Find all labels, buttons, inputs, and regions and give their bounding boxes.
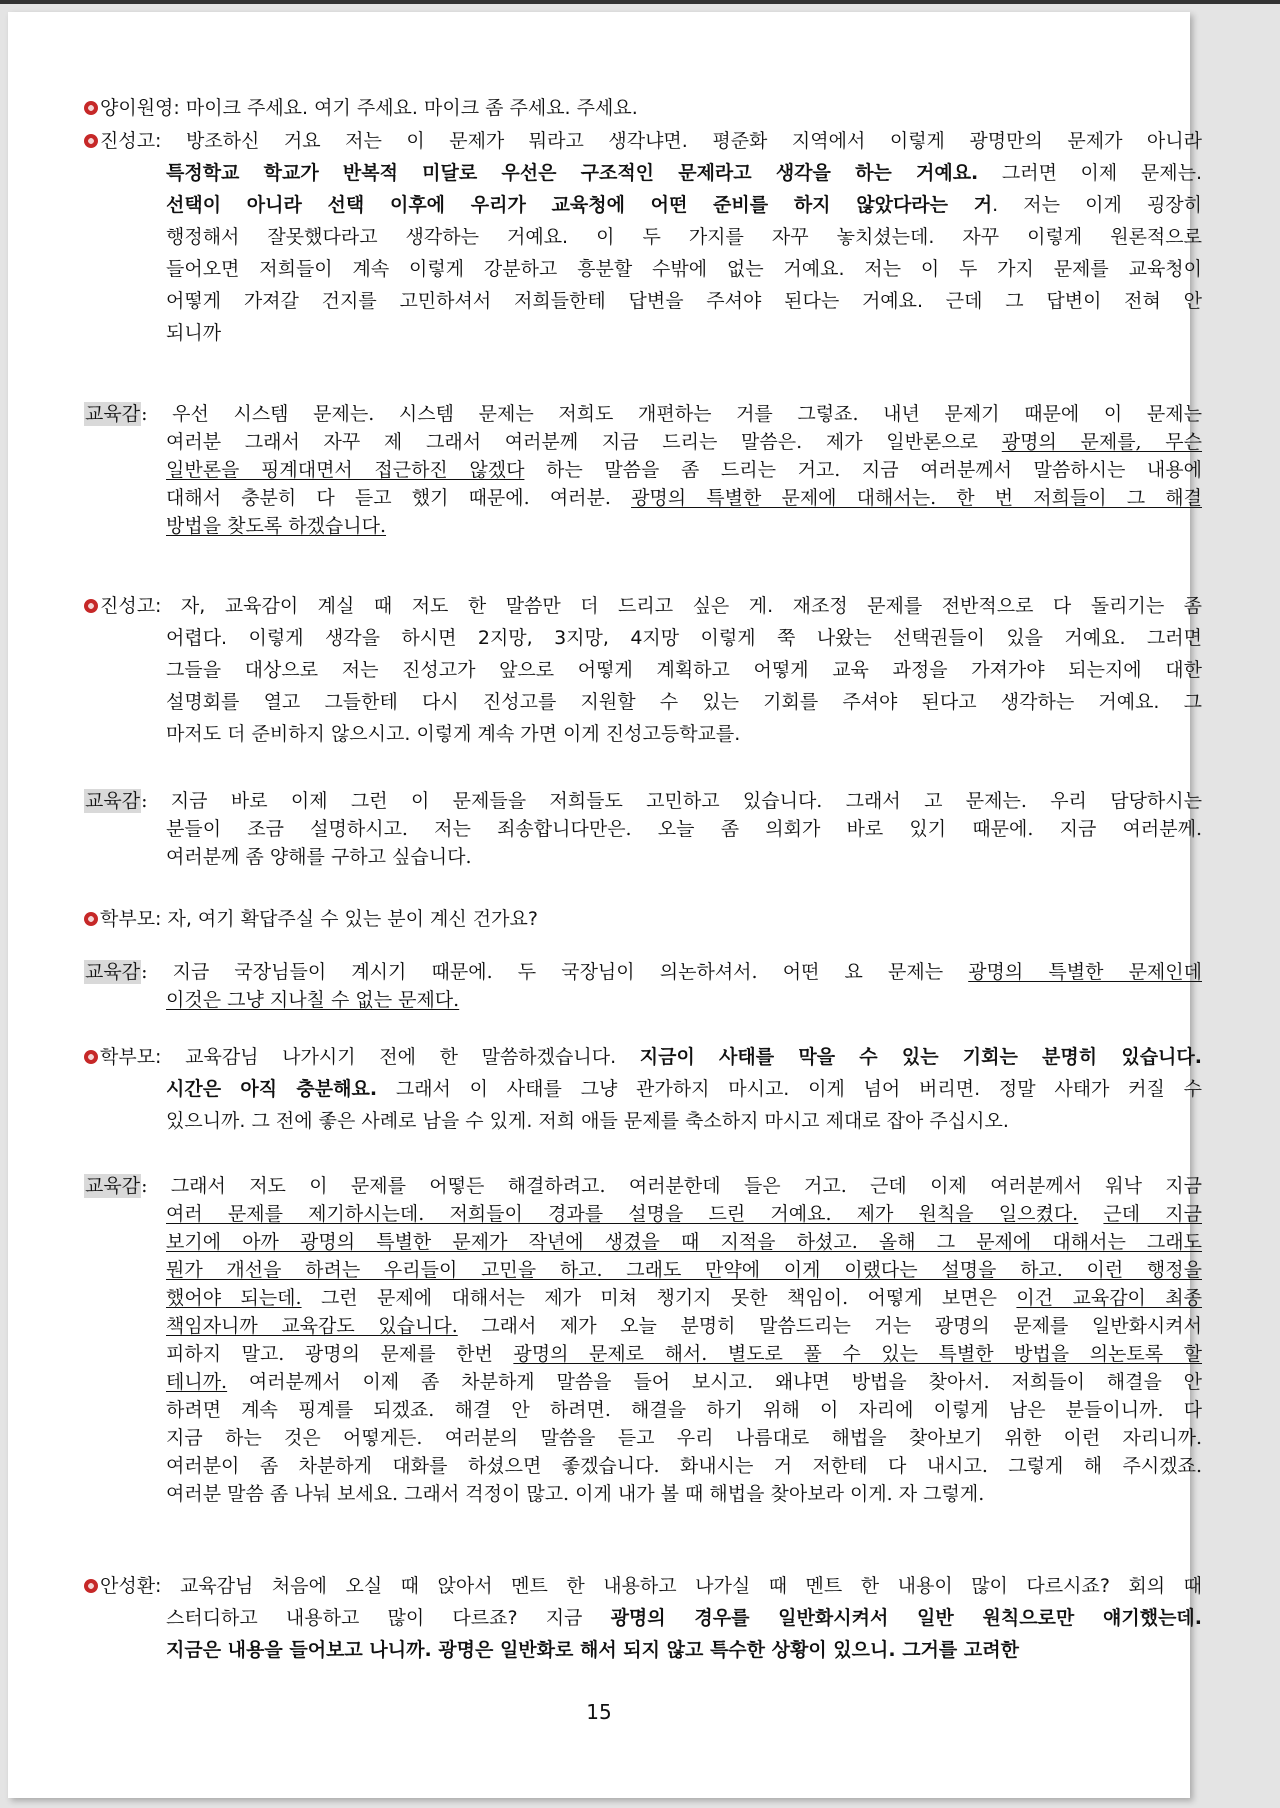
transcript-line (166, 1426, 1202, 1450)
underlined-text: 방법을 찾도록 하겠습니다. (166, 515, 387, 537)
transcript-line (166, 430, 1202, 454)
transcript-line (166, 289, 1202, 313)
text-run (1078, 1203, 1103, 1225)
underlined-text: 보기에 아까 광명의 특별한 문제가 작년에 생겼을 때 지적을 하셨고. 올해 그 문제에 대해서는 그래도 (166, 1231, 1202, 1253)
bold-text: 특정학교 학교가 반복적 미달로 우선은 구조적인 문제라고 생각을 하는 거예요. (166, 162, 979, 184)
text-run: 그래서 제가 오늘 분명히 말씀드리는 거는 광명의 문제를 일반화시켜서 (457, 1315, 1202, 1337)
text-run: : 지금 국장님들이 계시기 때문에. 두 국장님이 의논하셔서. 어떤 요 문제는 (141, 961, 969, 983)
text-run: 지금 하는 것은 어떻게든. 여러분의 말씀을 듣고 우리 나름대로 해법을 찾아보기 위한 이런 자리니까. (166, 1427, 1202, 1449)
speaker-label: 교육감 (85, 790, 141, 812)
transcript-line (166, 321, 1202, 345)
text-run: 여러분께 좀 양해를 구하고 싶습니다. (166, 846, 472, 868)
text-run: 하려면 계속 핑계를 되겠죠. 해결 안 하려면. 해결을 하기 위해 이 자리에 이렇게 남은 분들이니까. 다 (166, 1399, 1202, 1421)
transcript-line (166, 1230, 1202, 1254)
transcript-line (166, 1342, 1202, 1366)
underlined-text: 이것은 그냥 지나칠 수 없는 문제다. (166, 989, 460, 1011)
transcript-line (166, 626, 1202, 650)
transcript-line (166, 988, 1202, 1012)
text-run: 안성환: 교육감님 처음에 오실 때 앉아서 멘트 한 내용하고 나가실 때 멘트 한 내용이 많이 다르시죠? 회의 때 (100, 1575, 1202, 1597)
transcript-line (166, 486, 1202, 510)
speaker-badge-icon (84, 134, 98, 148)
text-run: 학부모: 자, 여기 확답주실 수 있는 분이 계신 건가요? (100, 908, 538, 930)
text-run: 있으니까. 그 전에 좋은 사례로 남을 수 있게. 저희 애들 문제를 축소하지 마시고 제대로 잡아 주십시오. (166, 1110, 1009, 1132)
transcript-line (166, 817, 1202, 841)
transcript-line (166, 1482, 1202, 1506)
text-run: : 우선 시스템 문제는. 시스템 문제는 저희도 개편하는 거를 그렇죠. 내년 문제기 때문에 이 문제는 (141, 403, 1202, 425)
speaker-label: 교육감 (85, 403, 141, 425)
text-run: 들어오면 저희들이 계속 이렇게 강분하고 흥분할 수밖에 없는 거예요. 저는 이 두 가지 문제를 교육청이 (166, 258, 1202, 280)
bold-text: 선택이 아니라 선택 이후에 우리가 교육청에 어떤 준비를 하지 않았다라는 거 (166, 194, 993, 216)
text-run: 학부모: 교육감님 나가시기 전에 한 말씀하겠습니다. (100, 1046, 640, 1068)
transcript-line (166, 1454, 1202, 1478)
transcript-line (166, 1109, 1202, 1133)
text-run: 여러분이 좀 차분하게 대화를 하셨으면 좋겠습니다. 화내시는 거 저한테 다 내시고. 그렇게 해 주시겠죠. (166, 1455, 1202, 1477)
text-run: 행정해서 잘못했다라고 생각하는 거예요. 이 두 가지를 자꾸 놓치셨는데. 자꾸 이렇게 원론적으로 (166, 226, 1202, 248)
transcript-line (166, 257, 1202, 281)
underlined-text: 테니까. (166, 1371, 228, 1393)
underlined-text: 여러 문제를 제기하시는데. 저희들이 경과를 설명을 드린 거예요. 제가 원칙을 일으켰다. (166, 1203, 1079, 1225)
transcript-line (166, 1202, 1202, 1226)
speaker-label: 교육감 (85, 961, 141, 983)
text-run: . 저는 이게 굉장히 (992, 194, 1202, 216)
transcript-line (166, 1314, 1202, 1338)
text-run: 분들이 조금 설명하시고. 저는 죄송합니다만은. 오늘 좀 의회가 바로 있기 때문에. 지금 여러분께. (166, 818, 1202, 840)
text-run: 그런 문제에 대해서는 제가 미쳐 챙기지 못한 책임이. 어떻게 보면은 (301, 1287, 1017, 1309)
underlined-text: 광명의 문제를, 무슨 (1001, 431, 1203, 453)
transcript-line (84, 1045, 1202, 1069)
text-run: 마저도 더 준비하지 않으시고. 이렇게 계속 가면 이게 진성고등학교를. (166, 723, 741, 745)
text-run: 스터디하고 내용하고 많이 다르죠? 지금 (166, 1607, 611, 1629)
transcript-line (166, 225, 1202, 249)
text-run: : 지금 바로 이제 그런 이 문제들을 저희들도 고민하고 있습니다. 그래서 고 문제는. 우리 담당하시는 (141, 790, 1202, 812)
underlined-text: 광명의 문제로 해서. 별도로 풀 수 있는 특별한 방법을 의논토록 할 (513, 1343, 1203, 1365)
underlined-text: 일반론을 핑계대면서 접근하진 않겠다 (166, 459, 525, 481)
underlined-text: 광명의 특별한 문제에 대해서는. 한 번 저희들이 그 해결 (631, 487, 1202, 509)
underlined-text: 책임자니까 교육감도 있습니다. (166, 1315, 458, 1337)
text-run: 어렵다. 이렇게 생각을 하시면 2지망, 3지망, 4지망 이렇게 쭉 나왔는 선택권들이 있을 거예요. 그러면 (166, 627, 1202, 649)
transcript-line (84, 789, 1202, 813)
speaker-badge-icon (84, 912, 98, 926)
transcript-line (166, 1286, 1202, 1310)
text-run: 되니까 (166, 322, 222, 344)
transcript-line (166, 1606, 1202, 1630)
transcript-line (84, 96, 1202, 120)
text-run: 대해서 충분히 다 듣고 했기 때문에. 여러분. (166, 487, 632, 509)
underlined-text: 뭔가 개선을 하려는 우리들이 고민을 하고. 그래도 만약에 이게 이랬다는 설명을 하고. 이런 행정을 (166, 1259, 1202, 1281)
transcript-line (166, 845, 1202, 869)
transcript-line (84, 907, 1202, 931)
text-run: 여러분 그래서 자꾸 제 그래서 여러분께 지금 드리는 말씀은. 제가 일반론으로 (166, 431, 1002, 453)
text-run: 피하지 말고. 광명의 문제를 한번 (166, 1343, 514, 1365)
transcript-line (166, 1258, 1202, 1282)
speaker-badge-icon (84, 599, 98, 613)
text-run: 진성고: 자, 교육감이 계실 때 저도 한 말씀만 더 드리고 싶은 게. 재조정 문제를 전반적으로 다 돌리기는 좀 (100, 595, 1202, 617)
text-run: 진성고: 방조하신 거요 저는 이 문제가 뭐라고 생각냐면. 평준화 지역에서 이렇게 광명만의 문제가 아니라 (100, 130, 1202, 152)
underlined-text: 근데 지금 (1103, 1203, 1202, 1225)
underlined-text: 했어야 되는데. (166, 1287, 302, 1309)
text-run: 양이원영: 마이크 주세요. 여기 주세요. 마이크 좀 주세요. 주세요. (100, 97, 638, 119)
text-run: : 그래서 저도 이 문제를 어떻든 해결하려고. 여러분한데 들은 거고. 근데 이제 여러분께서 워낙 지금 (141, 1175, 1202, 1197)
bold-text: 지금이 사태를 막을 수 있는 기회는 분명히 있습니다. (639, 1046, 1202, 1068)
transcript-line (166, 193, 1202, 217)
transcript-line (166, 1398, 1202, 1422)
text-run: 여러분 말씀 좀 나눠 보세요. 그래서 걱정이 많고. 이게 내가 볼 때 해법을 찾아보라 이게. 자 그렇게. (166, 1483, 985, 1505)
bold-text: 지금은 내용을 들어보고 나니까. 광명은 일반화로 해서 되지 않고 특수한 상황이 있으니. 그거를 고려한 (166, 1639, 1019, 1661)
text-run: 하는 말씀을 좀 드리는 거고. 지금 여러분께서 말씀하시는 내용에 (524, 459, 1202, 481)
transcript-line (166, 722, 1202, 746)
transcript-line (166, 1077, 1202, 1101)
text-run: 그래서 이 사태를 그냥 관가하지 마시고. 이게 넘어 버리면. 정말 사태가 커질 수 (377, 1078, 1202, 1100)
viewer-top-bar (0, 0, 1280, 4)
bold-text: 시간은 아직 충분해요. (166, 1078, 378, 1100)
transcript-line (84, 129, 1202, 153)
document-page (8, 12, 1203, 1798)
speaker-badge-icon (84, 1579, 98, 1593)
transcript-line (84, 594, 1202, 618)
transcript-line (166, 161, 1202, 185)
transcript-line (166, 458, 1202, 482)
transcript-line (166, 514, 1202, 538)
text-run: 여러분께서 이제 좀 차분하게 말씀을 들어 보시고. 왜냐면 방법을 찾아서. 저희들이 해결을 안 (227, 1371, 1202, 1393)
transcript-line (166, 1638, 1202, 1662)
transcript-line (84, 1574, 1202, 1598)
speaker-label: 교육감 (85, 1175, 141, 1197)
bold-text: 광명의 경우를 일반화시켜서 일반 원칙으로만 얘기했는데. (610, 1607, 1202, 1629)
speaker-badge-icon (84, 101, 98, 115)
transcript-line (84, 1174, 1202, 1198)
underlined-text: 이건 교육감이 최종 (1016, 1287, 1202, 1309)
transcript-line (166, 658, 1202, 682)
speaker-badge-icon (84, 1050, 98, 1064)
transcript-line (84, 960, 1202, 984)
page-number: 15 (586, 1700, 612, 1724)
transcript-line (166, 1370, 1202, 1394)
text-run: 어떻게 가져갈 건지를 고민하셔서 저희들한테 답변을 주셔야 된다는 거예요. 근데 그 답변이 전혀 안 (166, 290, 1202, 312)
transcript-line (166, 690, 1202, 714)
text-run: 그러면 이제 문제는. (978, 162, 1202, 184)
underlined-text: 광명의 특별한 문제인데 (968, 961, 1202, 983)
transcript-line (84, 402, 1202, 426)
text-run: 그들을 대상으로 저는 진성고가 앞으로 어떻게 계획하고 어떻게 교육 과정을 가져가야 되는지에 대한 (166, 659, 1202, 681)
text-run: 설명회를 열고 그들한테 다시 진성고를 지원할 수 있는 기회를 주셔야 된다고 생각하는 거예요. 그 (166, 691, 1202, 713)
